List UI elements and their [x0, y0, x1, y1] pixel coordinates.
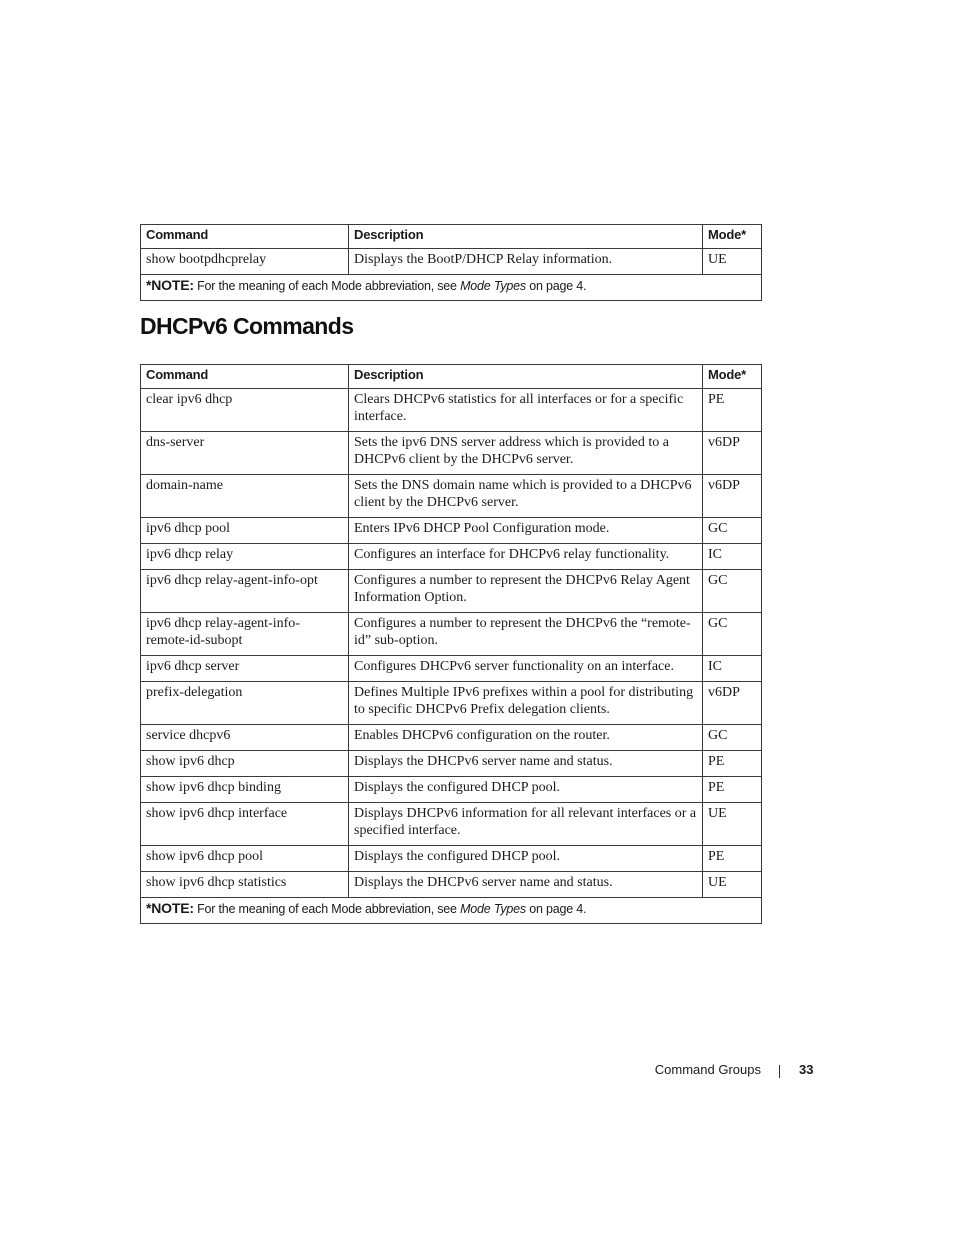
mode-cell: UE — [703, 249, 762, 275]
table-row — [141, 656, 762, 682]
mode-types-reference[interactable]: Mode Types — [460, 279, 526, 293]
note-label: *NOTE: — [146, 277, 194, 293]
mode-cell: v6DP — [703, 432, 762, 475]
mode-cell: GC — [703, 725, 762, 751]
mode-cell: GC — [703, 613, 762, 656]
description-cell: Displays DHCPv6 information for all relevant interfaces or a specified interface. — [349, 803, 703, 846]
command-cell: ipv6 dhcp server — [141, 656, 349, 682]
table-row — [141, 389, 762, 432]
command-cell: show ipv6 dhcp binding — [141, 777, 349, 803]
column-header-mode: Mode* — [703, 225, 762, 249]
table-header-row — [141, 365, 762, 389]
table-row — [141, 432, 762, 475]
note-label: *NOTE: — [146, 900, 194, 916]
table-row — [141, 544, 762, 570]
table-row — [141, 613, 762, 656]
description-cell: Displays the configured DHCP pool. — [349, 777, 703, 803]
description-cell: Displays the configured DHCP pool. — [349, 846, 703, 872]
table-header-row — [141, 225, 762, 249]
command-cell: ipv6 dhcp pool — [141, 518, 349, 544]
command-cell: show ipv6 dhcp — [141, 751, 349, 777]
note-row — [141, 275, 762, 301]
table-row — [141, 725, 762, 751]
column-header-description: Description — [349, 225, 703, 249]
command-cell: ipv6 dhcp relay-agent-info-opt — [141, 570, 349, 613]
command-cell: domain-name — [141, 475, 349, 518]
command-cell: ipv6 dhcp relay-agent-info-remote-id-subopt — [141, 613, 349, 656]
mode-types-reference[interactable]: Mode Types — [460, 902, 526, 916]
mode-cell: PE — [703, 389, 762, 432]
mode-cell: PE — [703, 846, 762, 872]
dhcpv6-command-table — [140, 364, 762, 924]
description-cell: Sets the DNS domain name which is provided to a DHCPv6 client by the DHCPv6 server. — [349, 475, 703, 518]
description-cell: Enters IPv6 DHCP Pool Configuration mode. — [349, 518, 703, 544]
mode-cell: GC — [703, 570, 762, 613]
description-cell: Configures an interface for DHCPv6 relay functionality. — [349, 544, 703, 570]
description-cell: Displays the BootP/DHCP Relay information. — [349, 249, 703, 275]
note-text: For the meaning of each Mode abbreviation, see — [193, 902, 461, 916]
description-cell: Displays the DHCPv6 server name and status. — [349, 751, 703, 777]
table-row — [141, 682, 762, 725]
description-cell: Configures a number to represent the DHCPv6 the “remote-id” sub-option. — [349, 613, 703, 656]
note-row — [141, 898, 762, 924]
mode-cell: GC — [703, 518, 762, 544]
column-header-description: Description — [349, 365, 703, 389]
section-title: DHCPv6 Commands — [140, 313, 354, 339]
description-cell: Clears DHCPv6 statistics for all interfaces or for a specific interface. — [349, 389, 703, 432]
description-cell: Configures a number to represent the DHCPv6 Relay Agent Information Option. — [349, 570, 703, 613]
page-number: 33 — [799, 1062, 814, 1077]
note-cell — [141, 898, 762, 924]
command-cell: dns-server — [141, 432, 349, 475]
column-header-command: Command — [141, 225, 349, 249]
description-cell: Enables DHCPv6 configuration on the router. — [349, 725, 703, 751]
footer-divider — [779, 1065, 780, 1078]
table-row — [141, 518, 762, 544]
note-page-ref: on page 4. — [525, 902, 587, 916]
table-row — [141, 846, 762, 872]
table-row — [141, 872, 762, 898]
page-footer — [0, 1062, 954, 1082]
mode-cell: IC — [703, 544, 762, 570]
note-cell — [141, 275, 762, 301]
footer-section-title: Command Groups — [654, 1062, 761, 1077]
command-cell: show bootpdhcprelay — [141, 249, 349, 275]
table-row — [141, 475, 762, 518]
command-cell: clear ipv6 dhcp — [141, 389, 349, 432]
mode-cell: IC — [703, 656, 762, 682]
table-row — [141, 751, 762, 777]
mode-cell: UE — [703, 803, 762, 846]
command-cell: show ipv6 dhcp pool — [141, 846, 349, 872]
table-row — [141, 570, 762, 613]
description-cell: Configures DHCPv6 server functionality on an interface. — [349, 656, 703, 682]
column-header-mode: Mode* — [703, 365, 762, 389]
description-cell: Displays the DHCPv6 server name and status. — [349, 872, 703, 898]
note-page-ref: on page 4. — [525, 279, 587, 293]
table-row — [141, 249, 762, 275]
command-cell: ipv6 dhcp relay — [141, 544, 349, 570]
note-text: For the meaning of each Mode abbreviation, see — [193, 279, 461, 293]
table-row — [141, 777, 762, 803]
mode-cell: PE — [703, 777, 762, 803]
description-cell: Defines Multiple IPv6 prefixes within a pool for distributing to specific DHCPv6 Prefix delegation clients. — [349, 682, 703, 725]
command-cell: show ipv6 dhcp statistics — [141, 872, 349, 898]
mode-cell: v6DP — [703, 475, 762, 518]
bootp-relay-command-table — [140, 224, 762, 301]
mode-cell: UE — [703, 872, 762, 898]
table-row — [141, 803, 762, 846]
command-cell: prefix-delegation — [141, 682, 349, 725]
command-cell: show ipv6 dhcp interface — [141, 803, 349, 846]
mode-cell: v6DP — [703, 682, 762, 725]
mode-cell: PE — [703, 751, 762, 777]
command-cell: service dhcpv6 — [141, 725, 349, 751]
column-header-command: Command — [141, 365, 349, 389]
description-cell: Sets the ipv6 DNS server address which is provided to a DHCPv6 client by the DHCPv6 server. — [349, 432, 703, 475]
